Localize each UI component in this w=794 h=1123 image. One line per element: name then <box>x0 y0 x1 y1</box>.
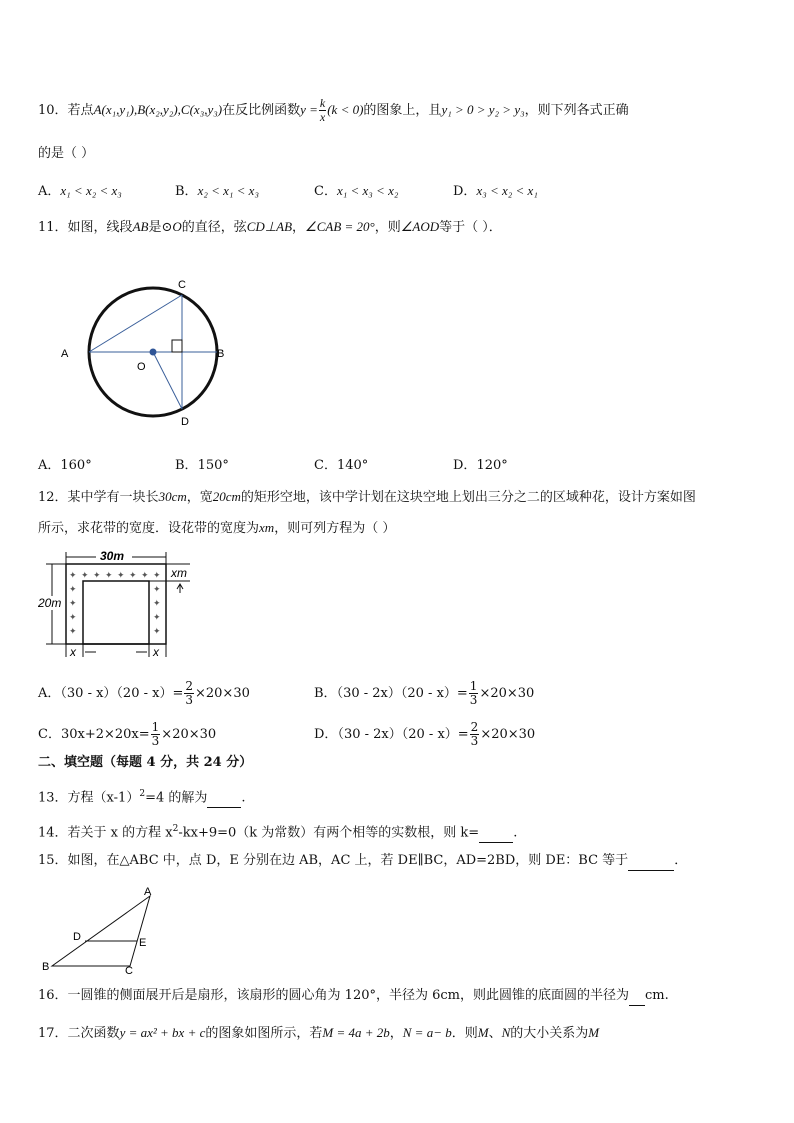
q12-line1 <box>38 488 696 507</box>
q17-number: 17． <box>38 1026 68 1041</box>
q17-text-2: 的图象如图所示，若 <box>205 1026 323 1041</box>
q12-width: 20cm <box>212 489 241 504</box>
q10-option-b <box>175 182 259 201</box>
q17-m-def: M = 4a + 2b <box>322 1025 390 1040</box>
option-lhs: （30 - x）（20 - x）= <box>60 686 184 701</box>
q17-text-1: 二次函数 <box>67 1026 120 1041</box>
option-label: C． <box>38 727 61 742</box>
q16-text-2: cm. <box>645 988 669 1003</box>
fraction-den: 3 <box>470 734 479 748</box>
q17-text-6: 的大小关系为 <box>510 1026 589 1041</box>
q11-text-5: ，则 <box>374 220 401 235</box>
svg-text:✦: ✦ <box>69 598 77 608</box>
option-text: 140° <box>336 458 369 473</box>
q12-text-1: 某中学有一块长 <box>67 490 159 505</box>
q11-number: 11． <box>38 220 68 235</box>
option-text: 120° <box>476 458 508 473</box>
q16-number: 16． <box>38 988 68 1003</box>
option-label: D． <box>453 184 477 199</box>
q17-line <box>38 1024 599 1043</box>
option-label: A． <box>38 458 61 473</box>
q10-text-3: 的图象上，且 <box>363 103 442 118</box>
fraction-num: 2 <box>185 679 193 693</box>
q12-text-4: 所示，求花带的宽度．设花带的宽度为 <box>38 521 260 536</box>
q13-line <box>38 785 246 808</box>
q16-text-1: 一圆锥的侧面展开后是扇形，该扇形的圆心角为 120°，半径为 6cm，则此圆锥的底面圆的半径为 <box>67 988 630 1003</box>
q11-line1 <box>38 218 502 237</box>
label-x-right: x <box>153 645 159 659</box>
svg-text:✦: ✦ <box>69 570 77 580</box>
option-text: x₃ < x₂ < x₁ <box>476 183 538 198</box>
option-label: D． <box>314 727 338 742</box>
q10-text-4: ，则下列各式正确 <box>524 103 629 118</box>
q17-function: y = ax² + bx + c <box>119 1025 206 1040</box>
fraction-num: 1 <box>151 720 160 734</box>
q17-n: N <box>501 1025 511 1040</box>
q11-option-a <box>38 457 92 475</box>
label-b: B <box>217 348 225 360</box>
segment-od <box>153 352 182 409</box>
q11-text-4: ， <box>292 220 306 235</box>
q17-m-end: M <box>588 1025 600 1040</box>
label-a: A <box>144 886 152 898</box>
triangle-abc <box>52 896 150 966</box>
q14-text-1: 若关于 x 的方程 x <box>67 825 173 841</box>
fraction-den: 3 <box>151 734 160 748</box>
svg-text:✦: ✦ <box>93 570 101 580</box>
option-lhs: 30x+2×20x= <box>60 727 150 742</box>
q17-text-3: ， <box>389 1026 403 1041</box>
q10-fn-cond: (k < 0) <box>327 102 364 117</box>
q16-answer-blank[interactable] <box>629 987 645 1006</box>
q10-inequality: y₁ > 0 > y₂ > y₃ <box>441 102 525 117</box>
label-a: A <box>61 348 69 360</box>
q10-text-1: 若点 <box>67 103 94 118</box>
q10-option-a <box>38 182 122 201</box>
svg-text:✦: ✦ <box>69 626 77 636</box>
section-heading: 二、填空题（每题 4 分，共 24 分） <box>38 755 253 770</box>
svg-text:✦: ✦ <box>153 626 161 636</box>
q12-text-3: 的矩形空地，该中学计划在这块空地上划出三分之二的区域种花，设计方案如图 <box>240 490 696 505</box>
q14-text-2: -kx+9=0（k 为常数）有两个相等的实数根，则 k= <box>178 825 480 841</box>
label-c: C <box>125 965 133 976</box>
q12-length: 30cm <box>158 489 187 504</box>
svg-text:✦: ✦ <box>69 612 77 622</box>
q11-text-6: 等于（ ）． <box>439 220 502 235</box>
q15-text: 如图，在△ABC 中，点 D，E 分别在边 AB，AC 上，若 DE∥BC，AD=2BD，则 DE：BC 等于 <box>67 853 629 868</box>
option-fraction <box>151 721 161 748</box>
option-label: B． <box>175 458 198 473</box>
q11-aod: ∠AOD <box>400 219 440 234</box>
q11-option-d <box>453 457 508 475</box>
q12-number: 12． <box>38 490 68 505</box>
svg-text:✦: ✦ <box>153 570 161 580</box>
svg-text:✦: ✦ <box>141 570 149 580</box>
q11-text-2: 是⊙ <box>148 220 173 235</box>
q11-angle: ∠CAB = 20° <box>305 219 375 234</box>
svg-text:✦: ✦ <box>153 612 161 622</box>
svg-text:✦: ✦ <box>153 598 161 608</box>
q17-n-def: N = a− b <box>402 1025 452 1040</box>
q10-option-d <box>453 182 538 201</box>
fraction-den: 3 <box>185 693 193 707</box>
inner-rectangle <box>83 581 149 644</box>
q11-circle-figure <box>55 272 245 432</box>
svg-text:✦: ✦ <box>117 570 125 580</box>
q12-xm: xm <box>259 520 275 535</box>
option-label: A． <box>38 184 61 199</box>
q14-number: 14． <box>38 825 68 841</box>
option-fraction <box>469 680 479 707</box>
q14-text-3: . <box>513 825 518 841</box>
option-text: 150° <box>197 458 229 473</box>
svg-text:✦: ✦ <box>81 570 89 580</box>
q11-text-3: 的直径，弦 <box>181 220 247 235</box>
option-label: C． <box>314 184 337 199</box>
q10-fn-num: k <box>319 96 326 110</box>
label-x-left: x <box>70 645 76 659</box>
q10-fn-lhs: y = <box>300 102 318 117</box>
q17-text-5: 、 <box>488 1026 502 1041</box>
q10-fn-fraction <box>319 97 326 124</box>
label-20m: 20m <box>38 596 62 610</box>
q17-text-4: ．则 <box>451 1026 478 1041</box>
q11-option-c <box>314 457 368 475</box>
q10-line2: 的是（ ） <box>38 146 95 161</box>
label-d: D <box>181 416 189 428</box>
q15-number: 15． <box>38 853 68 868</box>
option-label: C． <box>314 458 337 473</box>
svg-text:✦: ✦ <box>129 570 137 580</box>
q12-line2 <box>38 519 395 538</box>
q12-option-d <box>314 721 535 748</box>
q10-points: A(x₁,y₁),B(x₂,y₂),C(x₃,y₃) <box>93 102 223 117</box>
option-lhs: （30 - 2x）（20 - x）= <box>337 727 469 742</box>
q13-text-2: =4 的解为 <box>145 790 208 806</box>
option-rhs: ×20×30 <box>479 686 535 701</box>
q10-option-c <box>314 182 398 201</box>
option-label: B． <box>175 184 198 199</box>
q14-line <box>38 820 517 843</box>
q11-option-b <box>175 457 229 475</box>
option-fraction <box>470 721 480 748</box>
label-30m: 30m <box>100 549 125 563</box>
q12-option-c <box>38 721 216 748</box>
q15-text-3: ． <box>674 853 688 868</box>
label-e: E <box>139 937 147 949</box>
label-o: O <box>137 361 146 373</box>
option-rhs: ×20×30 <box>195 686 250 701</box>
option-text: x₂ < x₁ < x₃ <box>197 183 259 198</box>
q11-text-1: 如图，线段 <box>67 220 133 235</box>
q10-line1 <box>38 97 629 124</box>
label-c: C <box>178 279 186 291</box>
q12-text-2: ，宽 <box>186 490 213 505</box>
q14-answer-blank[interactable] <box>479 824 513 843</box>
option-label: A． <box>38 686 61 701</box>
option-label: B． <box>314 686 337 701</box>
q10-fn-den: x <box>319 110 326 124</box>
option-text: x₁ < x₃ < x₂ <box>336 183 399 198</box>
label-xm: xm <box>171 566 187 580</box>
q13-text-1: 方程（x-1） <box>67 790 140 806</box>
q13-answer-blank[interactable] <box>207 789 241 808</box>
q13-exponent: 2 <box>139 789 146 799</box>
label-d: D <box>73 931 81 943</box>
right-angle-mark <box>172 340 182 352</box>
q17-m: M <box>477 1025 489 1040</box>
svg-text:✦: ✦ <box>153 584 161 594</box>
q14-exponent: 2 <box>172 824 179 834</box>
fraction-num: 2 <box>470 720 479 734</box>
q11-o: O <box>172 219 182 234</box>
svg-text:✦: ✦ <box>69 584 77 594</box>
q15-line <box>38 852 687 871</box>
option-fraction <box>184 680 194 707</box>
option-lhs: （30 - 2x）（20 - x）= <box>336 686 468 701</box>
q16-line <box>38 987 669 1006</box>
svg-text:✦: ✦ <box>105 570 113 580</box>
label-b: B <box>42 961 50 973</box>
q10-text-2: 在反比例函数 <box>222 103 301 118</box>
segment-ac <box>89 295 182 352</box>
fraction-den: 3 <box>469 693 478 707</box>
option-rhs: ×20×30 <box>480 727 536 742</box>
q13-number: 13． <box>38 790 68 806</box>
center-point <box>150 349 157 356</box>
q15-triangle-figure <box>42 884 162 976</box>
option-rhs: ×20×30 <box>161 727 217 742</box>
q12-text-5: ，则可列方程为（ ） <box>274 521 396 536</box>
q10-number: 10． <box>38 103 68 118</box>
option-label: D． <box>453 458 477 473</box>
option-text: x₁ < x₂ < x₃ <box>60 183 122 198</box>
q12-rectangle-figure <box>38 549 198 661</box>
option-text: 160° <box>60 458 92 473</box>
fraction-num: 1 <box>469 679 478 693</box>
q11-ab: AB <box>132 219 149 234</box>
q12-option-a <box>38 680 250 707</box>
q12-option-b <box>314 680 534 707</box>
q13-text-3: . <box>241 790 246 806</box>
q11-perp: CD⊥AB <box>246 219 293 234</box>
q15-answer-blank[interactable] <box>628 852 674 871</box>
